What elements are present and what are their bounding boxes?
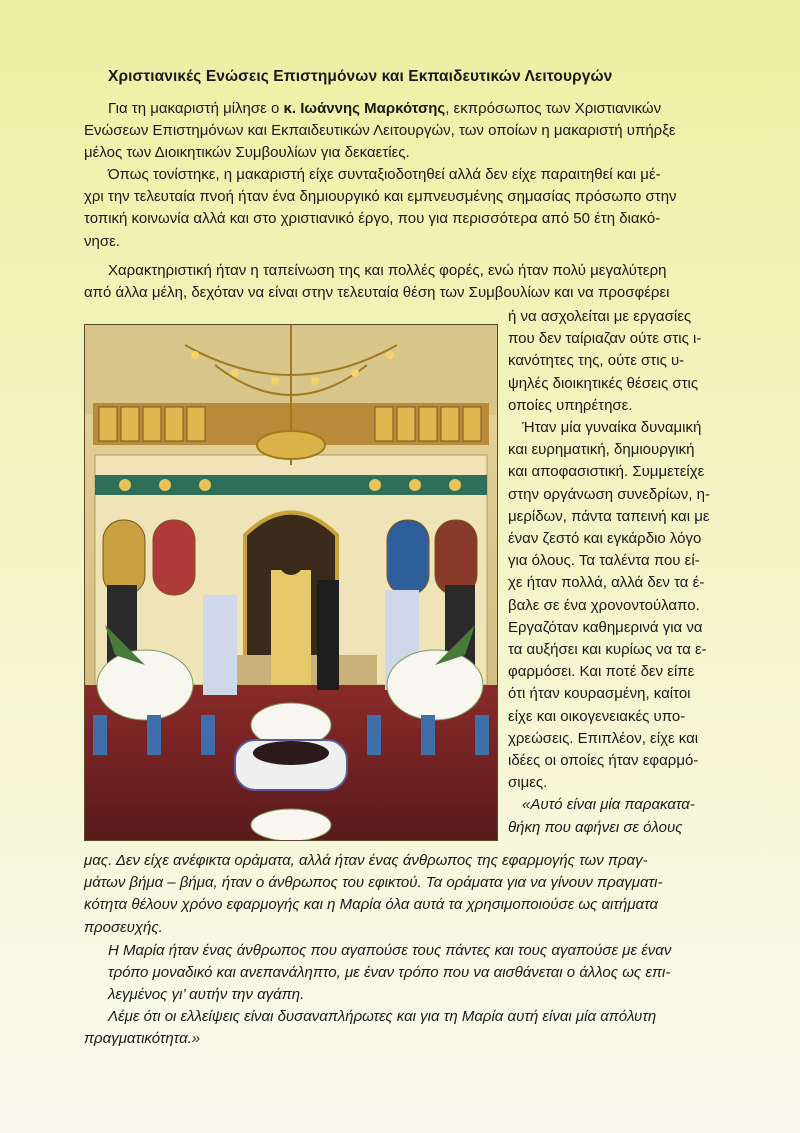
quote-line: μας. Δεν είχε ανέφικτα οράματα, αλλά ήταν ένας άνθρωπος της εφαρμογής των πραγ-	[84, 852, 648, 869]
side-line: τα αυξήσει και κυρίως να τα ε-	[508, 641, 707, 659]
side-line: Εργαζόταν καθημερινά για να	[508, 618, 703, 636]
quote-line: λεγμένος γι’ αυτήν την αγάπη.	[108, 986, 305, 1004]
quote-line: Λέμε ότι οι ελλείψεις είναι δυσαναπλήρωτες και για τη Μαρία αυτή είναι μία απόλυτη	[108, 1008, 657, 1025]
quote-line: Η Μαρία ήταν ένας άνθρωπος που αγαπούσε τους πάντες και τους αγαπούσε με έναν	[108, 942, 672, 959]
section-heading: Χριστιανικές Ενώσεις Επιστημόνων και Εκπαιδευτικών Λειτουργών	[108, 68, 613, 85]
p2-line: τοπική κοινωνία αλλά και στο χριστιανικό έργο, που για περισσότερα από 50 έτη διακό-	[84, 210, 661, 228]
speaker-name: κ. Ιωάννης Μαρκότσης	[283, 100, 446, 117]
paragraph-1	[84, 98, 724, 165]
side-line: είχε και οικογενειακές υπο-	[508, 707, 686, 725]
p3-line: από άλλα μέλη, δεχόταν να είναι στην τελευταία θέση των Συμβουλίων και να προσφέρει	[84, 284, 670, 302]
side-line: ότι ήταν κουρασμένη, καίτοι	[508, 685, 691, 703]
side-line: έναν ζεστό και εγκάρδιο λόγο	[508, 530, 702, 548]
side-line: σιμες.	[508, 774, 548, 792]
p1-line-1: Για τη μακαριστή μίλησε ο κ. Ιωάννης Μαρκότσης, εκπρόσωπος των Χριστιανικών	[108, 100, 662, 117]
side-line: που δεν ταίριαζαν ούτε στις ι-	[508, 330, 702, 348]
side-line: και ευρηματική, δημιουργική	[508, 441, 695, 459]
quote-line: κότητα θέλουν χρόνο εφαρμογής και η Μαρία όλα αυτά τα χρησιμοποιούσε ως αιτήματα	[84, 896, 659, 914]
side-line: ιδέες οι οποίες ήταν εφαρμό-	[508, 752, 699, 770]
side-line: ψηλές διοικητικές θέσεις στις	[508, 374, 699, 392]
p2-line: χρι την τελευταία πνοή ήταν ένα δημιουργικό και εμπνευσμένης σημασίας πρόσωπο στην	[84, 188, 677, 206]
quote-line: πραγματικότητα.»	[84, 1030, 201, 1048]
quote-line: τρόπο μοναδικό και ανεπανάληπτο, με έναν τρόπο που να αισθάνεται ο άλλος ως επι-	[108, 964, 671, 982]
p1-line-3: μέλος των Διοικητικών Συμβουλίων για δεκαετίες.	[84, 144, 410, 162]
quote-paragraph-2	[84, 940, 724, 1007]
paragraph-3	[84, 260, 724, 304]
p2-line: Όπως τονίστηκε, η μακαριστή είχε συνταξιοδοτηθεί αλλά δεν είχε παραιτηθεί και μέ-	[108, 166, 661, 183]
p1-line-2: Ενώσεων Επιστημόνων και Εκπαιδευτικών Λειτουργών, των οποίων η μακαριστή υπήρξε	[84, 122, 676, 140]
side-line: βαλε σε ένα χρονοντούλαπο.	[508, 596, 700, 614]
side-line: φαρμόσει. Και ποτέ δεν είπε	[508, 663, 695, 681]
side-line: οποίες υπηρέτησε.	[508, 396, 633, 414]
side-column	[508, 306, 724, 839]
quote-paragraph-3	[84, 1006, 724, 1050]
p2-line: νησε.	[84, 232, 120, 250]
side-line: ή να ασχολείται με εργασίες	[508, 308, 692, 325]
quote-paragraph-1	[84, 850, 724, 939]
side-line: κανότητες της, ούτε στις υ-	[508, 352, 685, 370]
church-photo	[84, 324, 498, 841]
p3-line: Χαρακτηριστική ήταν η ταπείνωση της και πολλές φορές, ενώ ήταν πολύ μεγαλύτερη	[108, 262, 667, 279]
side-line: μερίδων, πάντα ταπεινή και με	[508, 507, 710, 525]
church-interior-illustration	[85, 325, 497, 840]
side-line: χε ήταν πολλά, αλλά δεν τα έ-	[508, 574, 705, 592]
quote-side-line: θήκη που αφήνει σε όλους	[508, 818, 683, 836]
side-line: στην οργάνωση συνεδρίων, η-	[508, 485, 710, 503]
side-line: για όλους. Τα ταλέντα που εί-	[508, 552, 700, 570]
side-line: χρεώσεις. Επιπλέον, είχε και	[508, 729, 699, 747]
quote-line: προσευχής.	[84, 918, 163, 936]
paragraph-2	[84, 164, 724, 253]
quote-line: μάτων βήμα – βήμα, ήταν ο άνθρωπος του εφικτού. Τα οράματα για να γίνουν πραγματι-	[84, 874, 663, 892]
side-line: και αποφασιστική. Συμμετείχε	[508, 463, 705, 481]
side-line: Ήταν μία γυναίκα δυναμική	[522, 419, 702, 437]
quote-side-line: «Αυτό είναι μία παρακατα-	[522, 796, 695, 814]
